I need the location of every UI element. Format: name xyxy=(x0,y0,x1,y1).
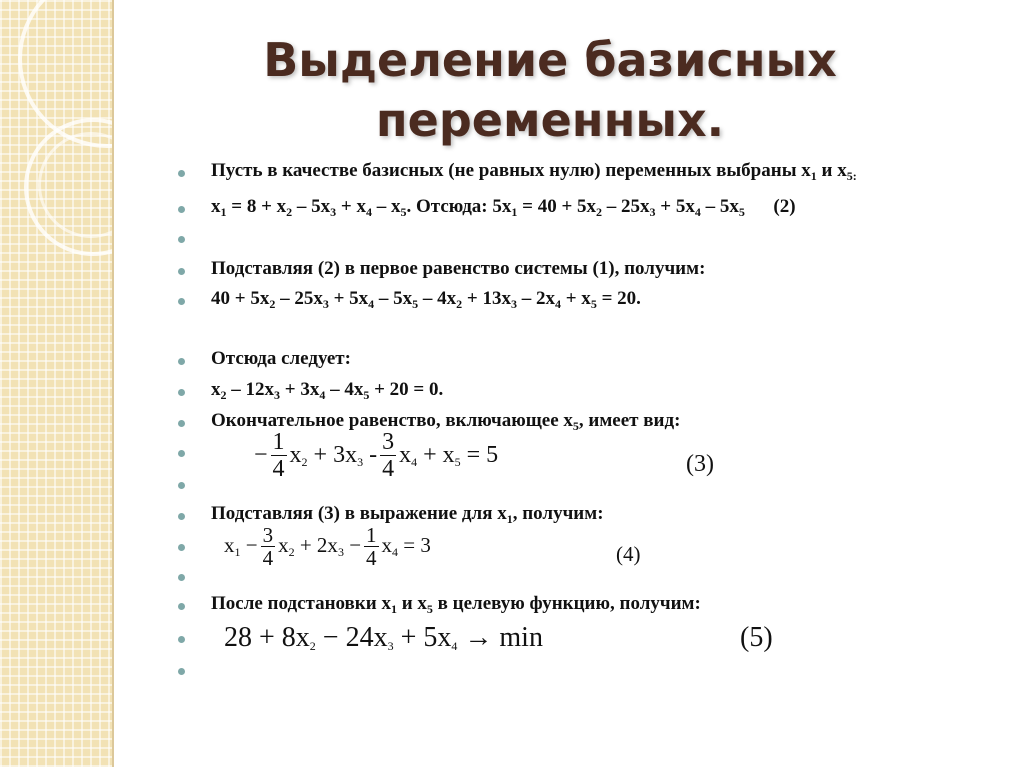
equation-number: (3) xyxy=(686,451,714,477)
equation-3: − $\frac{1}{4}$ $x_2 + 3x_3$ - $\frac{3}{4}$ $x_4 + x_5 = 5$ xyxy=(254,429,499,483)
bullet-icon xyxy=(178,420,185,427)
bullet-icon xyxy=(178,544,185,551)
bullet-icon xyxy=(178,603,185,610)
bullet-icon xyxy=(178,268,185,275)
decorative-sidebar xyxy=(0,0,114,767)
bullet-icon xyxy=(178,513,185,520)
slide-title: Выделение базисных переменных. xyxy=(263,33,837,147)
bullet-icon xyxy=(178,358,185,365)
bullet-icon xyxy=(178,574,185,581)
equation-number: (5) xyxy=(740,622,773,653)
bullet-icon xyxy=(178,668,185,675)
bullet-icon xyxy=(178,482,185,489)
bullet-icon xyxy=(178,170,185,177)
bullet-icon xyxy=(178,450,185,457)
equation-4: $x_1$ − $\frac{3}{4}$ $x_2 + 2x_3$ − $\frac{1}{4}$ $x_4 = 3$ xyxy=(224,523,431,571)
bullet-icon xyxy=(178,298,185,305)
bullet-icon xyxy=(178,206,185,213)
bullet-icon xyxy=(178,636,185,643)
equation-5: $28 + 8x_2 - 24x_3 + 5x_4 \to \min$ xyxy=(224,622,543,653)
equation-number: (4) xyxy=(616,542,641,566)
bullet-icon xyxy=(178,389,185,396)
bullet-icon xyxy=(178,236,185,243)
